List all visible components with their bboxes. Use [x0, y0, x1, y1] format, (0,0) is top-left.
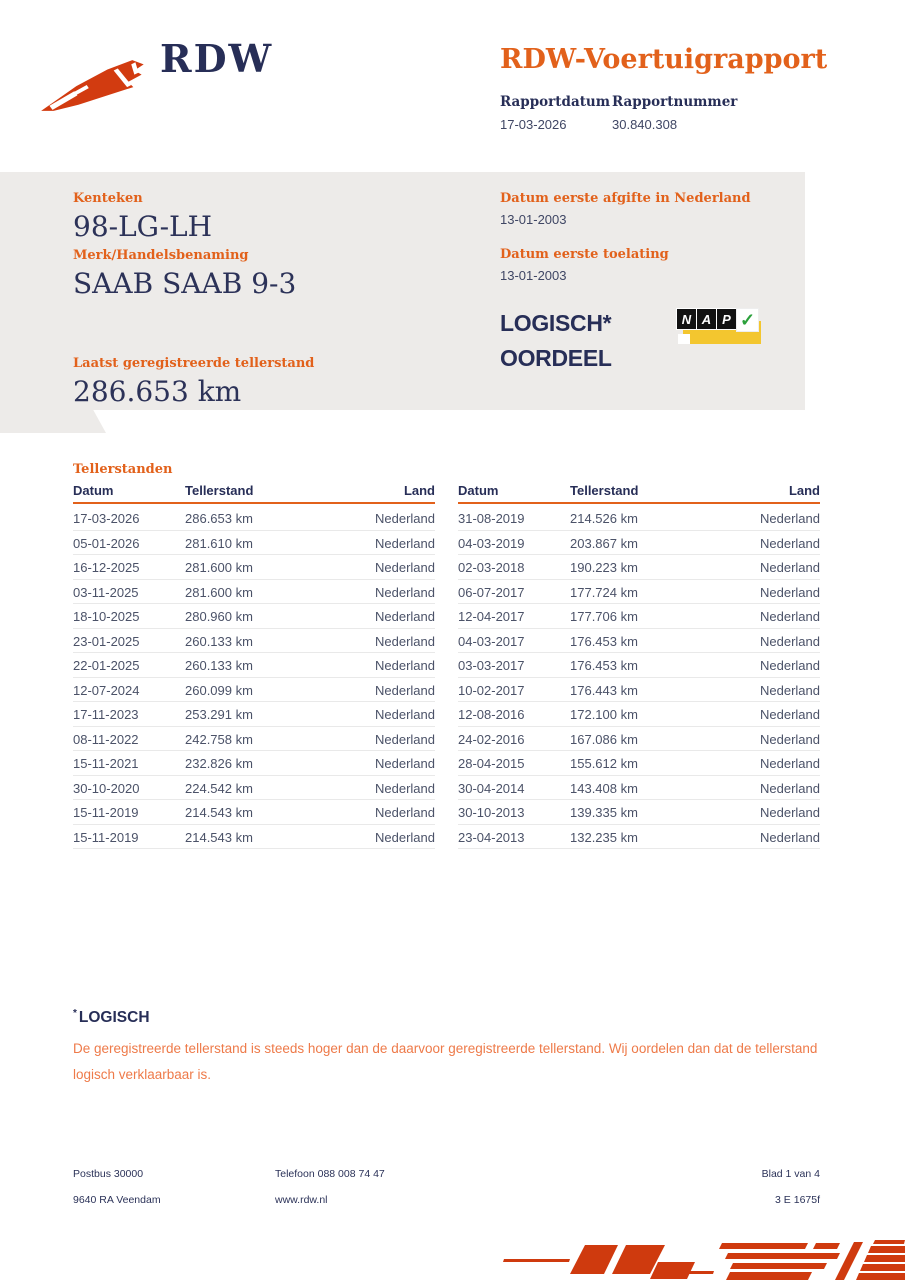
- row-date: 30-10-2020: [73, 780, 140, 796]
- tellerstanden-table-right: [458, 483, 820, 849]
- row-country: Nederland: [760, 756, 820, 771]
- table-row: [73, 825, 435, 850]
- row-country: Nederland: [760, 511, 820, 526]
- column-header-tellerstand: Tellerstand: [185, 483, 254, 498]
- rdw-logo-text: RDW: [160, 36, 274, 81]
- nap-check-icon: ✓: [736, 308, 759, 332]
- footnote-asterisk: *: [73, 1008, 77, 1019]
- row-country: Nederland: [375, 780, 435, 796]
- table-row: [458, 531, 820, 556]
- row-country: Nederland: [760, 682, 820, 698]
- row-date: 04-03-2019: [458, 535, 525, 551]
- oordeel-line2: OORDEEL: [500, 345, 612, 371]
- row-odometer: 190.223 km: [570, 560, 638, 575]
- report-meta: [500, 94, 737, 132]
- row-date: 30-10-2013: [458, 805, 525, 820]
- footnote-title: [73, 1008, 818, 1027]
- row-odometer: 177.706 km: [570, 609, 638, 624]
- row-odometer: 203.867 km: [570, 535, 638, 551]
- row-odometer: 176.453 km: [570, 658, 638, 673]
- row-date: 12-08-2016: [458, 707, 525, 722]
- table-row: [73, 800, 435, 825]
- row-odometer: 224.542 km: [185, 780, 253, 796]
- page-title: RDW-Voertuigrapport: [500, 44, 828, 75]
- row-country: Nederland: [375, 658, 435, 673]
- row-odometer: 260.099 km: [185, 682, 253, 698]
- row-date: 24-02-2016: [458, 731, 525, 747]
- row-odometer: 176.443 km: [570, 682, 638, 698]
- row-date: 23-04-2013: [458, 829, 525, 845]
- row-country: Nederland: [375, 633, 435, 649]
- summary-box-tab: [0, 410, 106, 433]
- row-country: Nederland: [375, 829, 435, 845]
- table-row: [458, 653, 820, 678]
- row-country: Nederland: [375, 756, 435, 771]
- row-date: 28-04-2015: [458, 756, 525, 771]
- footer-address-line2: 9640 RA Veendam: [73, 1194, 161, 1206]
- row-date: 15-11-2019: [73, 805, 139, 820]
- row-country: Nederland: [760, 829, 820, 845]
- row-date: 22-01-2025: [73, 658, 140, 673]
- tellerstanden-table-left: [73, 483, 435, 849]
- row-country: Nederland: [760, 780, 820, 796]
- row-odometer: 155.612 km: [570, 756, 638, 771]
- row-country: Nederland: [375, 805, 435, 820]
- row-odometer: 242.758 km: [185, 731, 253, 747]
- afgifte-value: 13-01-2003: [500, 212, 567, 227]
- row-date: 03-11-2025: [73, 584, 139, 600]
- table-row: [458, 580, 820, 605]
- row-date: 02-03-2018: [458, 560, 525, 575]
- nap-letter-p: P: [716, 308, 737, 330]
- row-odometer: 176.453 km: [570, 633, 638, 649]
- row-country: Nederland: [760, 658, 820, 673]
- row-odometer: 214.543 km: [185, 829, 253, 845]
- table-row: [458, 825, 820, 850]
- row-odometer: 132.235 km: [570, 829, 638, 845]
- column-header-land: Land: [788, 483, 820, 498]
- footnote: [73, 1008, 818, 1088]
- row-date: 18-10-2025: [73, 609, 140, 624]
- row-date: 06-07-2017: [458, 584, 525, 600]
- row-odometer: 281.600 km: [185, 584, 253, 600]
- merk-value: SAAB SAAB 9-3: [73, 267, 297, 300]
- table-rows-left: [73, 506, 435, 849]
- report-date-label: Rapportdatum: [500, 94, 611, 110]
- nap-white-square: [678, 334, 690, 344]
- row-odometer: 143.408 km: [570, 780, 638, 796]
- kenteken-value: 98-LG-LH: [73, 210, 213, 243]
- nap-tiles: [676, 308, 759, 332]
- tellerstand-value: 286.653 km: [73, 375, 242, 408]
- row-date: 10-02-2017: [458, 682, 525, 698]
- column-header-tellerstand: Tellerstand: [570, 483, 639, 498]
- footer-phone: Telefoon 088 008 74 47: [275, 1168, 385, 1180]
- oordeel-line1: LOGISCH*: [500, 310, 612, 336]
- nap-letter-a: A: [696, 308, 717, 330]
- table-row: [73, 629, 435, 654]
- footer-form-code: 3 E 1675f: [775, 1194, 820, 1206]
- footer-website: www.rdw.nl: [275, 1194, 328, 1206]
- row-odometer: 281.600 km: [185, 560, 253, 575]
- row-country: Nederland: [760, 560, 820, 575]
- table-row: [73, 506, 435, 531]
- row-country: Nederland: [760, 584, 820, 600]
- row-country: Nederland: [375, 731, 435, 747]
- row-country: Nederland: [375, 535, 435, 551]
- column-header-datum: Datum: [73, 483, 114, 498]
- row-odometer: 177.724 km: [570, 584, 638, 600]
- table-row: [458, 555, 820, 580]
- row-odometer: 232.826 km: [185, 756, 253, 771]
- afgifte-label: Datum eerste afgifte in Nederland: [500, 191, 751, 206]
- row-country: Nederland: [760, 609, 820, 624]
- toelating-label: Datum eerste toelating: [500, 247, 669, 262]
- table-row: [458, 506, 820, 531]
- row-country: Nederland: [375, 682, 435, 698]
- row-odometer: 286.653 km: [185, 511, 253, 526]
- footnote-title-text: LOGISCH: [78, 1009, 150, 1026]
- report-number-value: 30.840.308: [612, 117, 678, 132]
- table-row: [73, 678, 435, 703]
- table-row: [73, 653, 435, 678]
- row-country: Nederland: [760, 805, 820, 820]
- row-date: 03-03-2017: [458, 658, 525, 673]
- table-row: [73, 604, 435, 629]
- row-country: Nederland: [760, 535, 820, 551]
- column-header-datum: Datum: [458, 483, 499, 498]
- table-row: [458, 751, 820, 776]
- row-date: 15-11-2019: [73, 829, 139, 845]
- tellerstanden-heading: Tellerstanden: [73, 462, 173, 477]
- tellerstand-label: Laatst geregistreerde tellerstand: [73, 356, 315, 371]
- row-country: Nederland: [760, 731, 820, 747]
- bottom-decorative-stripes: [490, 1238, 905, 1280]
- column-header-land: Land: [403, 483, 435, 498]
- table-row: [73, 531, 435, 556]
- footnote-text: De geregistreerde tellerstand is steeds hoger dan de daarvoor geregistreerde tellerstand. Wij oordelen dan dat de tellerstand logisch verklaarbaar is.: [73, 1041, 818, 1082]
- table-row: [73, 580, 435, 605]
- row-odometer: 214.526 km: [570, 511, 638, 526]
- table-header: [458, 483, 820, 504]
- row-country: Nederland: [375, 707, 435, 722]
- row-country: Nederland: [375, 560, 435, 575]
- row-date: 12-04-2017: [458, 609, 525, 624]
- row-odometer: 167.086 km: [570, 731, 638, 747]
- row-date: 17-11-2023: [73, 707, 139, 722]
- row-country: Nederland: [375, 584, 435, 600]
- nap-logo: [676, 308, 764, 348]
- row-odometer: 281.610 km: [185, 535, 253, 551]
- toelating-value: 13-01-2003: [500, 268, 567, 283]
- nap-letter-n: N: [676, 308, 697, 330]
- merk-label: Merk/Handelsbenaming: [73, 248, 249, 263]
- footer-address-line1: Postbus 30000: [73, 1168, 144, 1180]
- footer-page-number: Blad 1 van 4: [761, 1168, 820, 1180]
- table-row: [458, 629, 820, 654]
- table-row: [458, 678, 820, 703]
- row-date: 12-07-2024: [73, 682, 140, 698]
- row-date: 23-01-2025: [73, 633, 140, 649]
- table-row: [73, 751, 435, 776]
- row-country: Nederland: [375, 609, 435, 624]
- row-odometer: 172.100 km: [570, 707, 638, 722]
- row-date: 08-11-2022: [73, 731, 139, 747]
- row-country: Nederland: [760, 707, 820, 722]
- table-row: [73, 555, 435, 580]
- row-date: 30-04-2014: [458, 780, 525, 796]
- table-row: [458, 727, 820, 752]
- table-row: [73, 727, 435, 752]
- table-header: [73, 483, 435, 504]
- table-row: [458, 776, 820, 801]
- row-country: Nederland: [375, 511, 435, 526]
- row-date: 05-01-2026: [73, 535, 140, 551]
- row-odometer: 214.543 km: [185, 805, 253, 820]
- rdw-swoosh-icon: [40, 55, 150, 113]
- row-odometer: 139.335 km: [570, 805, 638, 820]
- row-date: 31-08-2019: [458, 511, 525, 526]
- report-date-value: 17-03-2026: [500, 117, 567, 132]
- row-country: Nederland: [760, 633, 820, 649]
- kenteken-label: Kenteken: [73, 191, 143, 206]
- table-row: [458, 604, 820, 629]
- table-row: [73, 776, 435, 801]
- rdw-logo: [40, 55, 150, 113]
- oordeel-text: [500, 306, 612, 376]
- table-rows-right: [458, 506, 820, 849]
- row-date: 15-11-2021: [73, 756, 139, 771]
- row-date: 16-12-2025: [73, 560, 140, 575]
- row-odometer: 260.133 km: [185, 633, 253, 649]
- table-row: [458, 800, 820, 825]
- table-row: [73, 702, 435, 727]
- row-odometer: 260.133 km: [185, 658, 253, 673]
- report-number-label: Rapportnummer: [612, 94, 738, 110]
- row-date: 04-03-2017: [458, 633, 525, 649]
- row-odometer: 253.291 km: [185, 707, 253, 722]
- table-row: [458, 702, 820, 727]
- row-date: 17-03-2026: [73, 511, 140, 526]
- row-odometer: 280.960 km: [185, 609, 253, 624]
